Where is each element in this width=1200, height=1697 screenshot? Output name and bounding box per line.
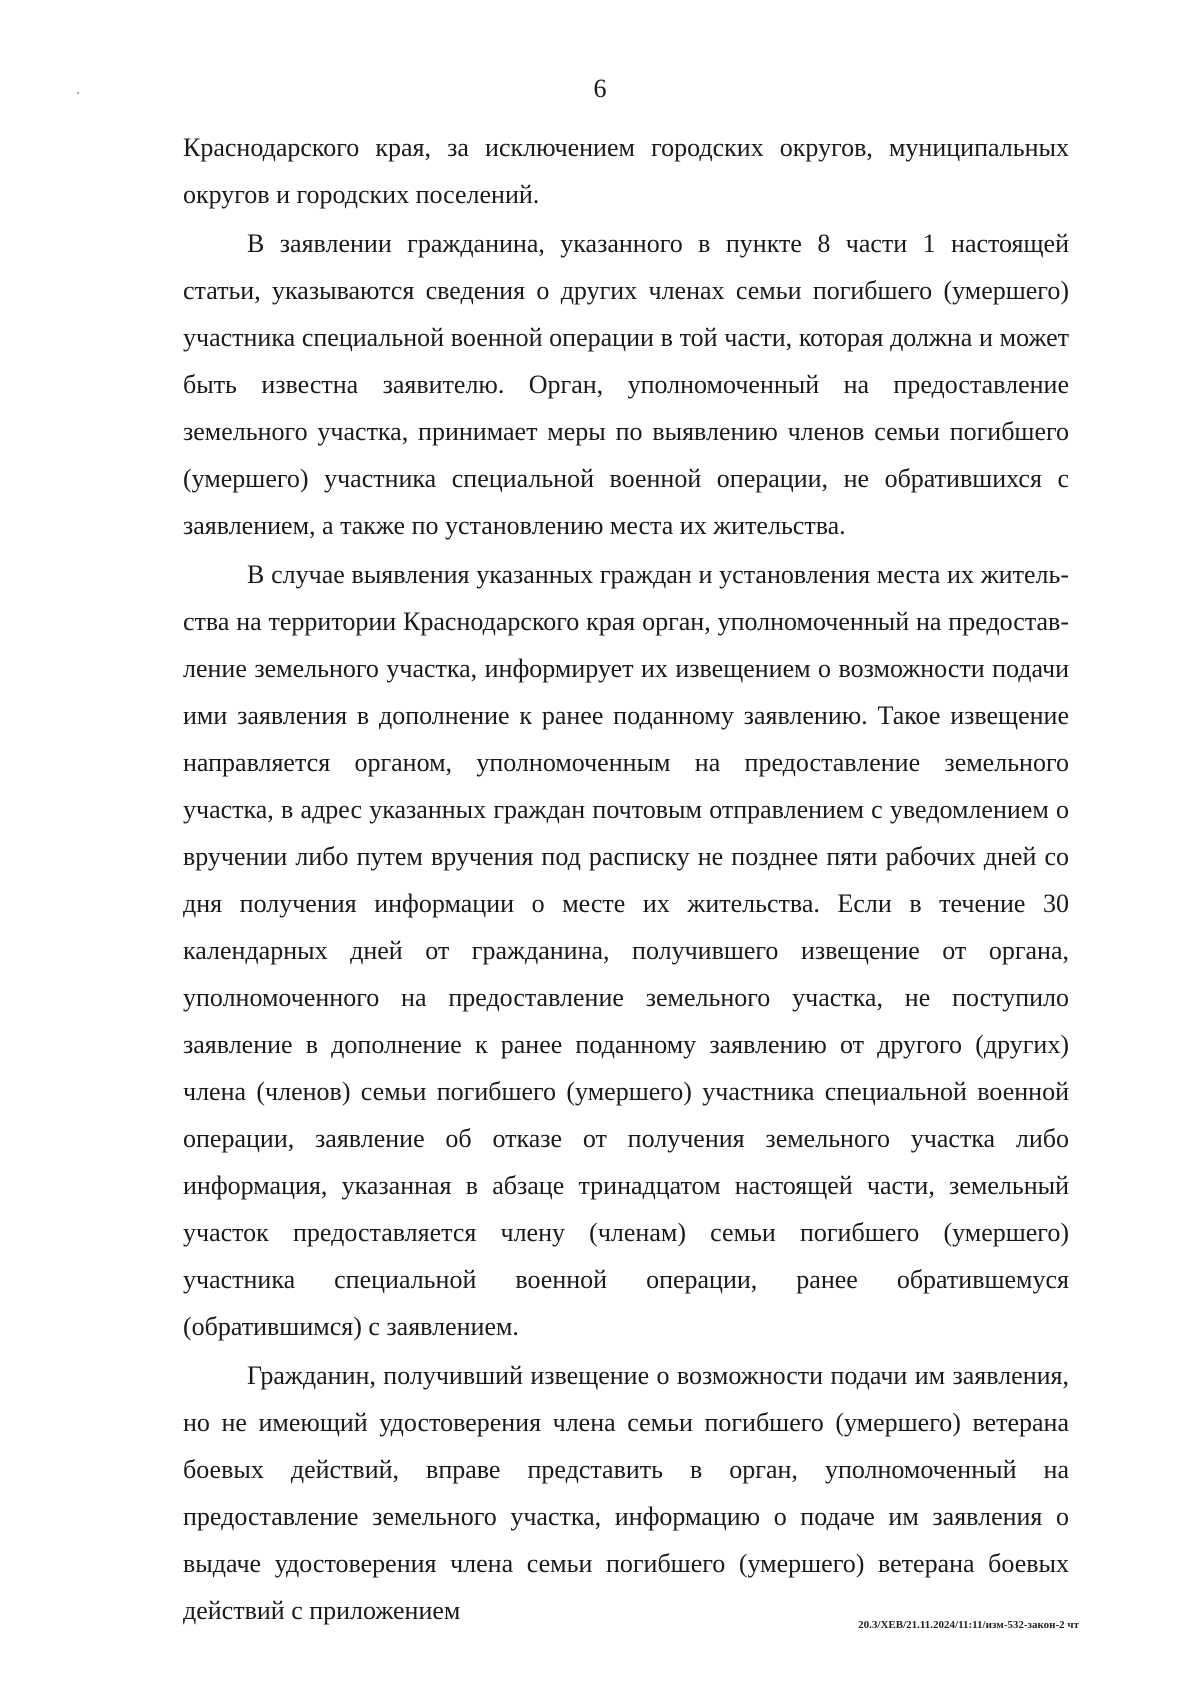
paragraph: Гражданин, получивший извещение о возможности подачи им заявления, но не имеющий удостоверения члена семьи погибшего (умершего) ветерана боевых действий, вправе представить в орган, уполномоченный на предоставление земельного участка, информацию о подаче им заявления о выдаче удостоверения члена семьи погибшего (умершего) ветерана боевых действий с приложением: [183, 1361, 1069, 1625]
paragraph: В заявлении гражданина, указанного в пункте 8 части 1 настоящей статьи, указываются сведения о других членах семьи погибшего (умершего) участника специальной военной операции в той части, которая должна и может быть известна заявителю. Орган, уполномоченный на предоставление земельного участка, принимает меры по выявлению членов семьи погибшего (умершего) участника специальной военной операции, не обратившихся с заявлением, а также по установлению места их жительства.: [183, 229, 1069, 540]
paragraph: В случае выявления указанных граждан и установления места их жительства на территории Краснодарского края орган, уполномоченный на предоставление земельного участка, информирует их извещением о возможности подачи ими заявления в дополнение к ранее поданному заявлению. Такое извещение направляется органом, уполномоченным на предоставление земельного участка, в адрес указанных граждан почтовым отправлением с уведомлением о вручении либо путем вручения под расписку не позднее пяти рабочих дней со дня получения информации о месте их жительства. Если в течение 30 календарных дней от гражданина, получившего извещение от органа, уполномоченного на предоставление земельного участка, не поступило заявление в дополнение к ранее поданному заявлению от другого (других) члена (членов) семьи погибшего (умершего) участника специальной военной операции, заявление об отказе от получения земельного участка либо информация, указанная в абзаце тринадцатом настоящей части, земельный участок предоставляется члену (членам) семьи погибшего (умершего) участника специальной военной операции, ранее обратившемуся (обратившимся) с заявлением.: [183, 560, 1069, 1341]
page-number: 6: [593, 74, 607, 103]
document-body: [183, 124, 1069, 1636]
footer-document-stamp: 20.3/ХЕВ/21.11.2024/11:11/изм-532-закон-2 чт: [858, 1619, 1079, 1631]
paragraph-continuation: Краснодарского края, за исключением городских округов, муниципальных округов и городских поселений.: [183, 133, 1069, 209]
